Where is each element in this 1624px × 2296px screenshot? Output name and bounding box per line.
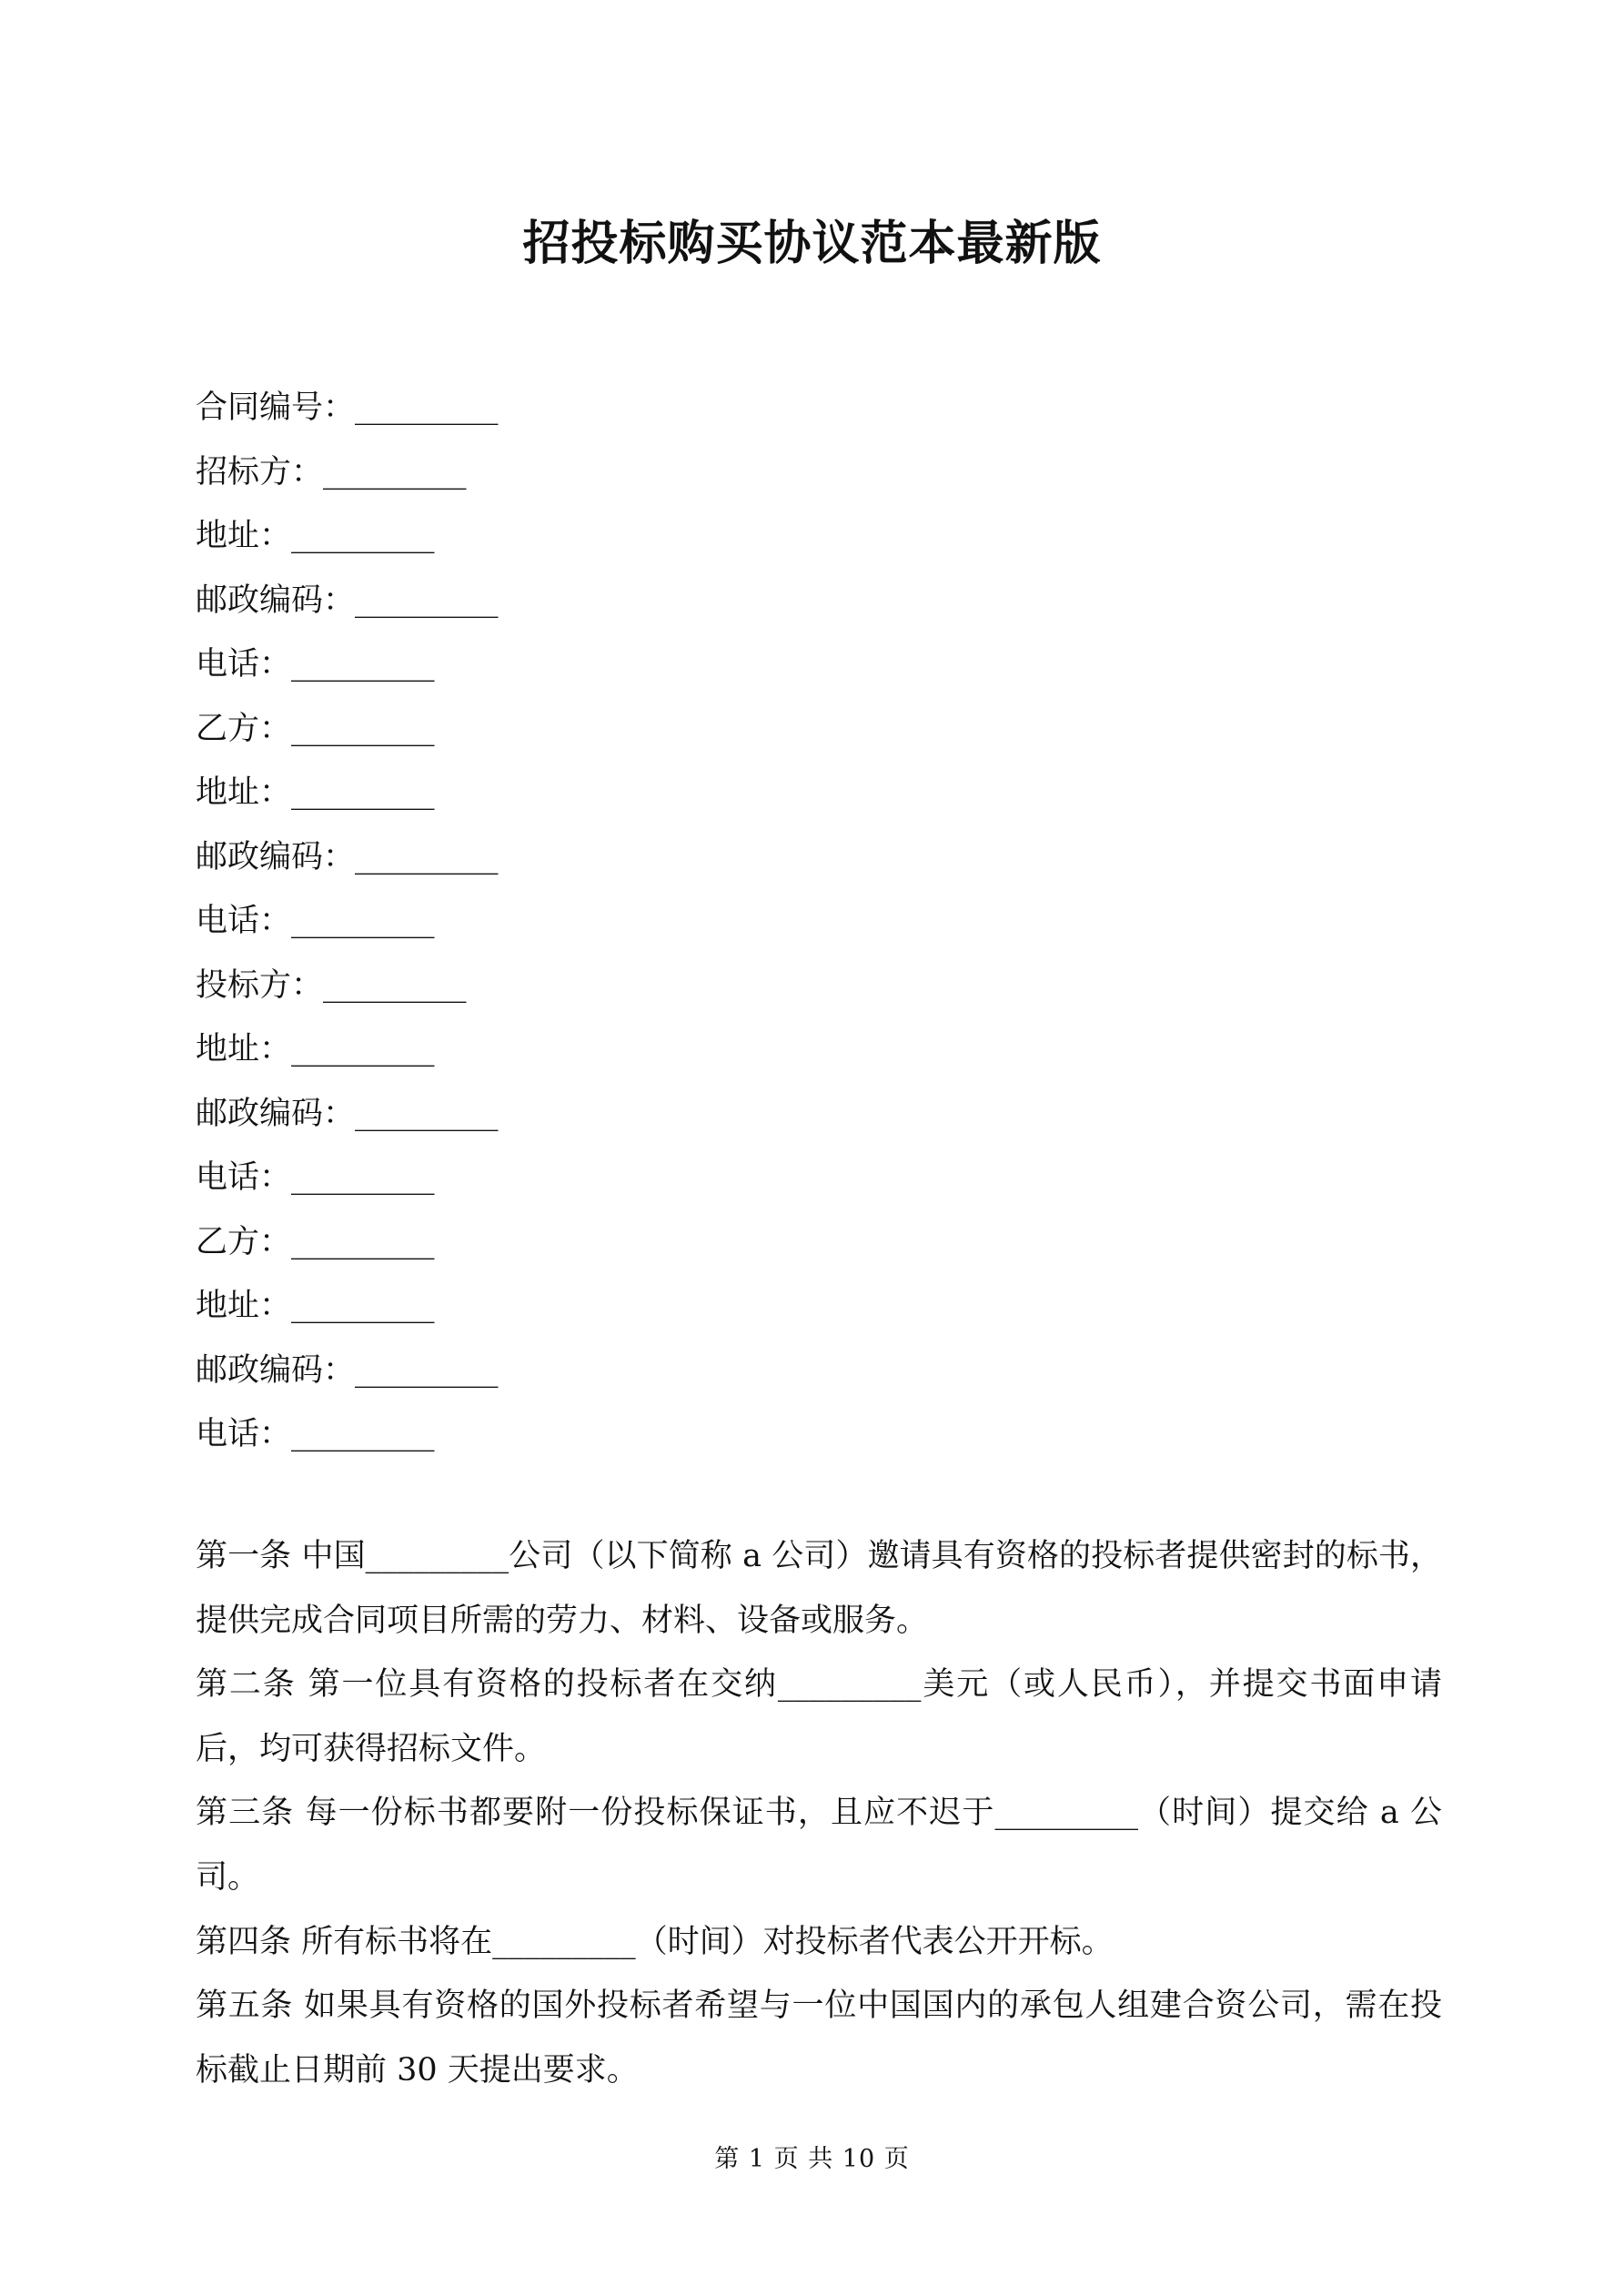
field-line: 地址：_________ xyxy=(196,1288,435,1324)
field-line: 乙方：_________ xyxy=(196,710,435,747)
field-line: 地址：_________ xyxy=(196,774,435,811)
field-line: 邮政编码：_________ xyxy=(196,582,499,619)
field-line: 乙方：_________ xyxy=(196,1223,435,1260)
field-line: 电话：_________ xyxy=(196,646,435,683)
article-5: 第五条 如果具有资格的国外投标者希望与一位中国国内的承包人组建合资公司，需在投标截止日期前 30 天提出要求。 xyxy=(196,1988,1442,2089)
field-line: 地址：_________ xyxy=(196,1031,435,1067)
field-line: 邮政编码：_________ xyxy=(196,1095,499,1132)
field-line: 电话：_________ xyxy=(196,1416,435,1452)
articles-section xyxy=(196,1524,1442,2102)
field-line: 邮政编码：_________ xyxy=(196,838,499,875)
article-3: 第三条 每一份标书都要附一份投标保证书，且应不迟于_________（时间）提交给 a 公司。 xyxy=(196,1795,1442,1896)
field-line: 邮政编码：_________ xyxy=(196,1351,499,1389)
page-number-footer: 第 1 页 共 10 页 xyxy=(714,2145,910,2173)
field-line: 招标方：_________ xyxy=(196,453,467,491)
article-1: 第一条 中国_________公司（以下简称 a 公司）邀请具有资格的投标者提供密封的标书，提供完成合同项目所需的劳力、材料、设备或服务。 xyxy=(196,1538,1442,1639)
field-line: 合同编号：_________ xyxy=(196,389,499,426)
document-title: 招投标购买协议范本最新版 xyxy=(522,216,1102,271)
field-line: 地址：_________ xyxy=(196,518,435,554)
article-2: 第二条 第一位具有资格的投标者在交纳_________美元（或人民币），并提交书面申请后，均可获得招标文件。 xyxy=(196,1666,1442,1767)
party-info-section xyxy=(196,382,1469,1473)
field-line: 电话：_________ xyxy=(196,1159,435,1196)
article-4: 第四条 所有标书将在_________（时间）对投标者代表公开开标。 xyxy=(196,1923,1114,1960)
field-line: 投标方：_________ xyxy=(196,966,467,1004)
field-line: 电话：_________ xyxy=(196,903,435,939)
